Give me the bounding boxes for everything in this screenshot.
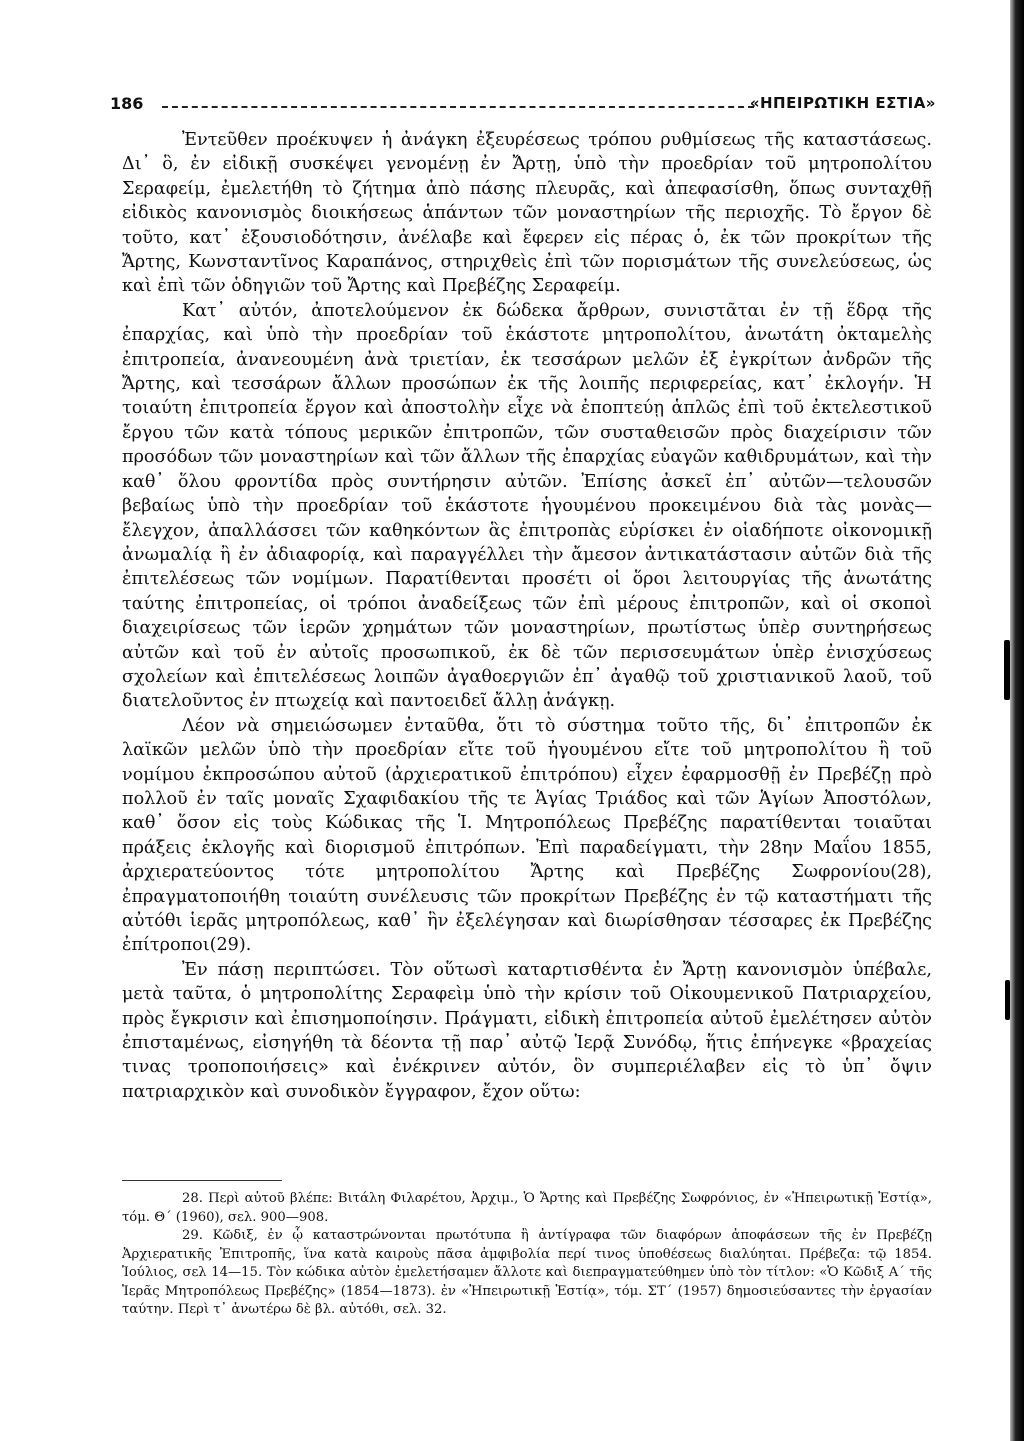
footnotes — [122, 1190, 932, 1320]
page-header — [110, 94, 936, 120]
footnote: 28. Περὶ αὐτοῦ βλέπε: Βιτάλη Φιλαρέτου, Ἀρχιμ., Ὁ Ἄρτης καὶ Πρεβέζης Σωφρόνιος, ἐν «Ἠπειρωτικῇ Ἑστίᾳ», τόμ. Θ´ (1960), σελ. 900—908. — [122, 1191, 932, 1225]
scan-edge-mark — [1004, 640, 1010, 700]
footnote: 29. Κῶδιξ, ἐν ᾧ καταστρώνονται πρωτότυπα ἢ ἀντίγραφα τῶν διαφόρων ἀποφάσεων τῆς ἐν Πρεβέζῃ Ἀρχιερατικῆς Ἐπιτροπῆς, ἵνα κατὰ καιροὺς πᾶσα ἀμφιβολία περί τινος ὑποθέσεως διαλύηται. Πρέβεζα: τῷ 1854. Ἰούλιος, σελ 14—15. Τὸν κώδικα αὐτὸν ἐμελετήσαμεν ἄλλοτε καὶ διεπραγματεύθημεν ὑπὸ τὸν τίτλον: «Ὁ Κῶδιξ Α´ τῆς Ἱερᾶς Μητροπόλεως Πρεβέζης» (1854—1873). ἐν «Ἠπειρωτικῇ Ἑστίᾳ», τόμ. ΣΤ´ (1957) δημοσιεύσαντες τὴν ἐργασίαν ταύτην. Περὶ τ᾿ ἀνωτέρω δὲ βλ. αὐτόθι, σελ. 32. — [122, 1228, 932, 1317]
header-rule — [162, 106, 754, 108]
paragraph: Κατ᾿ αὐτόν, ἀποτελούμενον ἐκ δώδεκα ἄρθρων, συνιστᾶται ἐν τῇ ἕδρᾳ τῆς ἐπαρχίας, καὶ ὑπὸ τὴν προεδρίαν τοῦ ἑκάστοτε μητροπολίτου, ἀνωτάτη ὀκταμελὴς ἐπιτροπεία, ἀνανεουμένη ἀνὰ τριετίαν, ἐκ τεσσάρων μελῶν ἐξ ἐγκρίτων ἀνδρῶν τῆς Ἄρτης, καὶ τεσσάρων ἄλλων προσώπων ἐκ τῆς λοιπῆς περιφερείας, κατ᾿ ἐκλογήν. Ἡ τοιαύτη ἐπιτροπεία ἔργον καὶ ἀποστολὴν εἶχε νὰ ἐποπτεύῃ ἁπλῶς ἐπὶ τοῦ ἐκτελεστικοῦ ἔργου τῶν κατὰ τόπους μερικῶν ἐπιτροπῶν, τῶν συσταθεισῶν πρὸς διαχείρισιν τῶν προσόδων τῶν μοναστηρίων καὶ τῶν ἄλλων τῆς ἐπαρχίας εὐαγῶν καθιδρυμάτων, καὶ τὴν καθ᾿ ὅλου φροντίδα πρὸς συντήρησιν αὐτῶν. Ἐπίσης ἀσκεῖ ἐπ᾿ αὐτῶν—τελουσῶν βεβαίως ὑπὸ τὴν προεδρίαν τοῦ ἑκάστοτε ἡγουμένου προκειμένου διὰ τὰς μονὰς—ἔλεγχον, ἀπαλλάσσει τῶν καθηκόντων ἃς ἐπιτροπὰς εὑρίσκει ἐν οἱαδήποτε οἰκονομικῇ ἀνωμαλίᾳ ἢ ἐν ἀδιαφορίᾳ, καὶ παραγγέλλει τὴν ἄμεσον ἀντικατάστασιν αὐτῶν διὰ τῆς ἐπιτελέσεως τῶν νομίμων. Παρατίθενται προσέτι οἱ ὅροι λειτουργίας τῆς ἀνωτάτης ταύτης ἐπιτροπείας, οἱ τρόποι ἀναδείξεως τῶν ἐπὶ μέρους ἐπιτροπῶν, καὶ οἱ σκοποὶ διαχειρίσεως τῶν ἱερῶν χρημάτων τῶν μοναστηρίων, πρωτίστως ὑπὲρ συντηρήσεως αὐτῶν καὶ τοῦ ἐν αὐτοῖς προσωπικοῦ, ἐκ δὲ τῶν περισσευμάτων ὑπὲρ ἐνισχύσεως σχολείων καὶ ἐπιτελέσεως λοιπῶν ἀγαθοεργιῶν ἐπ᾿ ἀγαθῷ τοῦ χριστιανικοῦ λαοῦ, τοῦ διατελοῦντος ἐν πτωχείᾳ καὶ παντοειδεῖ ἄλλῃ ἀνάγκῃ. — [122, 300, 932, 712]
scan-edge-mark — [1005, 980, 1010, 1020]
paragraph: Ἐν πάσῃ περιπτώσει. Τὸν οὕτωσὶ καταρτισθέντα ἐν Ἄρτῃ κανονισμὸν ὑπέβαλε, μετὰ ταῦτα, ὁ μητροπολίτης Σεραφεὶμ ὑπὸ τὴν κρίσιν τοῦ Οἰκουμενικοῦ Πατριαρχείου, πρὸς ἔγκρισιν καὶ ἐπισημοποίησιν. Πράγματι, εἰδικὴ ἐπιτροπεία αὐτοῦ ἐμελέτησεν αὐτὸν ἐπισταμένως, εἰσηγήθη τὰ δέοντα τῇ παρ᾿ αὐτῷ Ἱερᾷ Συνόδῳ, ἥτις ἐπήνεγκε «βραχείας τινας τροποποιήσεις» καὶ ἐνέκρινεν αὐτόν, ὃν συμπεριέλαβεν εἰς τὸ ὑπ᾿ ὄψιν πατριαρχικὸν καὶ συνοδικὸν ἔγγραφον, ἔχον οὕτω: — [122, 959, 932, 1102]
paragraph: Ἐντεῦθεν προέκυψεν ἡ ἀνάγκη ἐξευρέσεως τρόπου ρυθμίσεως τῆς καταστάσεως. Δι᾿ ὃ, ἐν εἰδικῇ συσκέψει γενομένῃ ἐν Ἄρτῃ, ὑπὸ τὴν προεδρίαν τοῦ μητροπολίτου Σεραφείμ, ἐμελετήθη τὸ ζήτημα ἀπὸ πάσης πλευρᾶς, καὶ ἀπεφασίσθη, ὅπως συνταχθῇ εἰδικὸς κανονισμὸς διοικήσεως ἁπάντων τῶν μοναστηρίων τῆς περιοχῆς. Τὸ ἔργον δὲ τοῦτο, κατ᾿ ἐξουσιοδότησιν, ἀνέλαβε καὶ ἔφερεν εἰς πέρας ὁ, ἐκ τῶν προκρίτων τῆς Ἄρτης, Κωνσταντῖνος Καραπάνος, στηριχθεὶς ἐπὶ τῶν πορισμάτων τῆς συνελεύσεως, ὡς καὶ ἐπὶ τῶν ὁδηγιῶν τοῦ Ἄρτης καὶ Πρεβέζης Σεραφείμ. — [122, 130, 932, 297]
running-title: «ΗΠΕΙΡΩΤΙΚΗ ΕΣΤΙΑ» — [749, 94, 936, 112]
paragraph: Λέον νὰ σημειώσωμεν ἐνταῦθα, ὅτι τὸ σύστημα τοῦτο τῆς, δι᾿ ἐπιτροπῶν ἐκ λαϊκῶν μελῶν ὑπὸ τὴν προεδρίαν εἴτε τοῦ ἡγουμένου εἴτε τοῦ μητροπολίτου ἢ τοῦ νομίμου ἐκπροσώπου αὐτοῦ (ἀρχιερατικοῦ ἐπιτρόπου) εἶχεν ἐφαρμοσθῇ ἐν Πρεβέζῃ πρὸ πολλοῦ ἐν ταῖς μοναῖς Σχαφιδακίου τῆς τε Ἁγίας Τριάδος καὶ τῶν Ἁγίων Ἀποστόλων, καθ᾿ ὅσον εἰς τοὺς Κώδικας τῆς Ἱ. Μητροπόλεως Πρεβέζης παρατίθενται τοιαῦται πράξεις ἐκλογῆς καὶ διορισμοῦ ἐπιτρόπων. Ἐπὶ παραδείγματι, τὴν 28ην Μαΐου 1855, ἀρχιερατεύοντος τότε μητροπολίτου Ἄρτης καὶ Πρεβέζης Σωφρονίου(28), ἐπραγματοποιήθη τοιαύτη συνέλευσις τῶν προκρίτων Πρεβέζης ἐν τῷ καταστήματι τῆς αὐτόθι ἱερᾶς μητροπόλεως, καθ᾿ ἣν ἐξελέγησαν καὶ διωρίσθησαν τέσσαρες ἐκ Πρεβέζης ἐπίτροποι(29). — [122, 715, 932, 956]
main-text — [122, 128, 932, 1104]
page-number: 186 — [110, 94, 144, 113]
footnote-separator — [122, 1180, 282, 1181]
scan-edge-shadow — [1010, 0, 1024, 1441]
